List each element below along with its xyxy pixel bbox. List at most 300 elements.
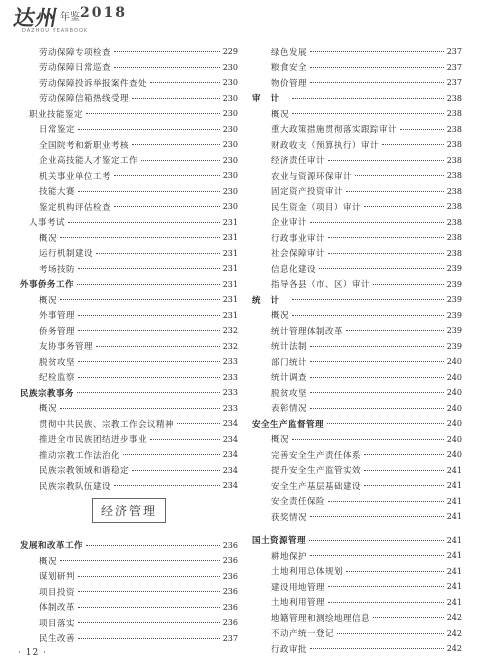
toc-group (20, 385, 238, 401)
dot-leader (310, 408, 444, 409)
toc-group (252, 106, 462, 292)
toc-entry-title: 建设用地管理 (271, 582, 326, 593)
toc-entry[interactable] (252, 277, 462, 293)
toc-entry-title: 部门统计 (271, 357, 308, 368)
toc-entry[interactable] (252, 230, 462, 246)
toc-entry-page: 230 (222, 140, 238, 150)
toc-group (252, 44, 462, 91)
toc-entry[interactable] (252, 533, 462, 549)
toc-entry[interactable] (252, 339, 462, 355)
toc-entry-page: 242 (446, 644, 462, 654)
dot-leader (114, 485, 220, 486)
toc-entry-page: 239 (446, 341, 462, 351)
toc-entry-page: 230 (222, 109, 238, 119)
dot-leader (77, 284, 220, 285)
toc-entry[interactable] (20, 277, 238, 293)
toc-entry-page: 234 (222, 450, 238, 460)
toc-entry[interactable] (252, 595, 462, 611)
dot-leader (86, 545, 220, 546)
toc-entry-title: 耕地保护 (271, 551, 308, 562)
toc-entry[interactable] (252, 137, 462, 153)
dot-leader (337, 633, 444, 634)
toc-entry[interactable] (252, 610, 462, 626)
toc-entry-title: 推进全市民族团结进步事业 (39, 435, 148, 446)
toc-entry-page: 232 (222, 341, 238, 351)
dot-leader (355, 175, 444, 176)
dot-leader (114, 175, 220, 176)
toc-entry-title: 友协事务管理 (39, 342, 94, 353)
toc-entry-title: 指导各县（市、区）审计 (271, 280, 371, 291)
toc-entry-page: 238 (446, 140, 462, 150)
toc-entry[interactable] (252, 215, 462, 231)
toc-entry-title: 鉴定机构评估检查 (39, 202, 112, 213)
toc-entry-page: 240 (446, 419, 462, 429)
toc-entry-page: 241 (446, 512, 462, 522)
toc-entry-title: 项目投资 (39, 587, 76, 598)
dot-leader (77, 392, 220, 393)
toc-entry[interactable] (20, 261, 238, 277)
toc-entry-title: 粮食安全 (271, 63, 308, 74)
yearbook-english-name: DAZHOU YEARBOOK (22, 28, 89, 34)
toc-entry-page: 234 (222, 419, 238, 429)
toc-entry[interactable] (252, 184, 462, 200)
dot-leader (310, 516, 444, 517)
toc-entry-page: 230 (222, 62, 238, 72)
toc-entry-page: 238 (446, 233, 462, 243)
page-number: · 12 · (18, 648, 47, 658)
toc-entry-title: 推动宗教工作法治化 (39, 450, 121, 461)
toc-entry-page: 241 (446, 597, 462, 607)
dot-leader (364, 206, 444, 207)
toc-entry-title: 概况 (39, 295, 58, 306)
toc-entry-page: 230 (222, 78, 238, 88)
toc-entry-title: 统计管理体制改革 (271, 326, 344, 337)
toc-entry-page: 238 (446, 93, 462, 103)
toc-entry-title: 技能大赛 (39, 187, 76, 198)
toc-entry[interactable] (20, 538, 238, 554)
dot-leader (292, 98, 444, 99)
toc-entry-title: 表彰情况 (271, 404, 308, 415)
dot-leader (96, 253, 220, 254)
toc-entry[interactable] (252, 75, 462, 91)
dot-leader (310, 361, 444, 362)
toc-entry[interactable] (20, 401, 238, 417)
toc-entry-title: 劳动保障投诉举报案件查处 (39, 78, 148, 89)
toc-group (20, 401, 238, 494)
toc-entry[interactable] (20, 339, 238, 355)
toc-entry-page: 241 (446, 481, 462, 491)
toc-entry[interactable] (252, 494, 462, 510)
toc-entry-title: 纪检监察 (39, 373, 76, 384)
toc-entry[interactable] (20, 354, 238, 370)
toc-entry-title: 民生改善 (39, 634, 76, 645)
toc-entry[interactable] (20, 106, 238, 122)
dot-leader (382, 144, 444, 145)
toc-entry-page: 236 (222, 587, 238, 597)
toc-entry[interactable] (20, 463, 238, 479)
toc-entry[interactable] (252, 416, 462, 432)
dot-leader (141, 160, 220, 161)
toc-entry-page: 234 (222, 465, 238, 475)
toc-entry[interactable] (252, 246, 462, 262)
toc-entry-page: 236 (222, 618, 238, 628)
toc-entry-page: 238 (446, 155, 462, 165)
toc-entry[interactable] (20, 615, 238, 631)
dot-leader (373, 617, 444, 618)
toc-entry-title: 民生资金（项目）审计 (271, 202, 362, 213)
toc-entry-page: 237 (446, 47, 462, 57)
dot-leader (310, 346, 444, 347)
dot-leader (310, 392, 444, 393)
toc-entry[interactable] (20, 323, 238, 339)
dot-leader (346, 191, 444, 192)
dot-leader (114, 206, 220, 207)
toc-entry-page: 238 (446, 109, 462, 119)
toc-entry[interactable] (252, 199, 462, 215)
dot-leader (78, 191, 220, 192)
toc-entry-title: 土地利用总体规划 (271, 567, 344, 578)
toc-entry-page: 241 (446, 535, 462, 545)
toc-entry-page: 238 (446, 171, 462, 181)
toc-entry-title: 地籍管理和测绘地理信息 (271, 613, 371, 624)
dot-leader (400, 129, 444, 130)
toc-entry-title: 行政事业审计 (271, 233, 326, 244)
dot-leader (132, 470, 220, 471)
dot-leader (292, 113, 444, 114)
toc-entry-title: 概况 (271, 109, 290, 120)
toc-entry-page: 240 (446, 434, 462, 444)
toc-entry-title: 民族宗教队伍建设 (39, 481, 112, 492)
toc-entry[interactable] (252, 292, 462, 308)
toc-entry-page: 231 (222, 248, 238, 258)
toc-entry[interactable] (252, 44, 462, 60)
toc-left-column (20, 44, 238, 646)
dot-leader (78, 315, 220, 316)
dot-leader (310, 222, 444, 223)
toc-group (252, 548, 462, 657)
dot-leader (78, 576, 220, 577)
toc-entry[interactable] (252, 401, 462, 417)
toc-entry-page: 240 (446, 357, 462, 367)
toc-entry-page: 230 (222, 93, 238, 103)
dot-leader (310, 555, 444, 556)
toc-entry[interactable] (20, 447, 238, 463)
toc-entry-page: 230 (222, 171, 238, 181)
toc-entry[interactable] (252, 106, 462, 122)
toc-entry-title: 信息化建设 (271, 264, 317, 275)
toc-entry-title: 劳动保障专项检查 (39, 47, 112, 58)
toc-entry-page: 237 (222, 633, 238, 643)
toc-group (20, 106, 238, 122)
toc-entry-title: 企业高技能人才鉴定工作 (39, 156, 139, 167)
toc-entry-title: 概况 (271, 311, 290, 322)
toc-entry[interactable] (252, 153, 462, 169)
toc-entry-page: 236 (222, 602, 238, 612)
dot-leader (123, 454, 220, 455)
toc-entry-title: 谋划研判 (39, 572, 76, 583)
toc-entry-page: 230 (222, 202, 238, 212)
yearbook-header (0, 0, 501, 40)
toc-entry[interactable] (252, 308, 462, 324)
toc-entry[interactable] (20, 569, 238, 585)
toc-entry-page: 233 (222, 357, 238, 367)
dot-leader (292, 315, 444, 316)
toc-entry-page: 231 (222, 264, 238, 274)
toc-entry[interactable] (20, 75, 238, 91)
toc-group (20, 230, 238, 277)
toc-entry-page: 230 (222, 124, 238, 134)
toc-entry-title: 贯彻中共民族、宗教工作会议精神 (39, 419, 175, 430)
dot-leader (346, 330, 444, 331)
toc-entry[interactable] (20, 91, 238, 107)
dot-leader (78, 361, 220, 362)
dot-leader (60, 237, 220, 238)
toc-entry-page: 241 (446, 465, 462, 475)
toc-entry-title: 统计调查 (271, 373, 308, 384)
toc-entry[interactable] (20, 60, 238, 76)
toc-entry-page: 241 (446, 566, 462, 576)
toc-entry-title: 体制改革 (39, 603, 76, 614)
toc-entry-title: 概况 (271, 435, 290, 446)
toc-entry-title: 土地利用管理 (271, 598, 326, 609)
toc-entry[interactable] (20, 600, 238, 616)
toc-entry[interactable] (252, 564, 462, 580)
dot-leader (292, 299, 444, 300)
toc-entry[interactable] (20, 246, 238, 262)
toc-group (252, 91, 462, 107)
toc-entry-page: 231 (222, 217, 238, 227)
toc-entry-page: 241 (446, 582, 462, 592)
toc-group (20, 538, 238, 554)
toc-entry[interactable] (20, 584, 238, 600)
toc-entry[interactable] (20, 553, 238, 569)
toc-entry-title: 安全责任保险 (271, 497, 326, 508)
dot-leader (60, 560, 220, 561)
toc-entry-page: 240 (446, 450, 462, 460)
toc-group (252, 432, 462, 525)
toc-entry[interactable] (20, 478, 238, 494)
toc-group (252, 533, 462, 549)
toc-group (252, 292, 462, 308)
dot-leader (310, 67, 444, 68)
dot-leader (319, 268, 444, 269)
toc-entry-title: 财政收支（预算执行）审计 (271, 140, 380, 151)
toc-entry-page: 234 (222, 434, 238, 444)
toc-entry[interactable] (252, 370, 462, 386)
toc-entry-page: 240 (446, 372, 462, 382)
toc-entry-title: 经济责任审计 (271, 156, 326, 167)
toc-entry-page: 239 (446, 264, 462, 274)
toc-entry[interactable] (20, 631, 238, 647)
toc-entry[interactable] (252, 447, 462, 463)
toc-entry-title: 人事考试 (29, 218, 66, 229)
toc-entry-page: 241 (446, 496, 462, 506)
toc-entry[interactable] (252, 261, 462, 277)
yearbook-year: 2018 (80, 5, 127, 21)
toc-entry[interactable] (20, 44, 238, 60)
toc-entry-title: 全国院考和新职业考核 (39, 140, 130, 151)
toc-entry-title: 安全生产监督管理 (252, 419, 325, 430)
toc-entry[interactable] (252, 354, 462, 370)
toc-entry[interactable] (20, 215, 238, 231)
toc-entry-page: 238 (446, 248, 462, 258)
dot-leader (68, 222, 220, 223)
toc-entry-title: 提升安全生产监管实效 (271, 466, 362, 477)
toc-entry[interactable] (20, 230, 238, 246)
dot-leader (96, 346, 220, 347)
toc-entry-page: 236 (222, 571, 238, 581)
dot-leader (328, 237, 444, 238)
toc-entry-title: 侨务管理 (39, 326, 76, 337)
dot-leader (132, 98, 220, 99)
toc-entry-title: 职业技能鉴定 (29, 109, 84, 120)
toc-entry-title: 考场技防 (39, 264, 76, 275)
toc-entry-page: 232 (222, 326, 238, 336)
dot-leader (346, 571, 444, 572)
toc-entry-title: 脱贫攻坚 (39, 357, 76, 368)
dot-leader (328, 602, 444, 603)
toc-entry[interactable] (252, 60, 462, 76)
toc-entry-page: 231 (222, 279, 238, 289)
dot-leader (132, 144, 220, 145)
toc-entry[interactable] (252, 626, 462, 642)
toc-entry-title: 审计 (252, 94, 290, 105)
toc-group (20, 277, 238, 293)
toc-entry-title: 发展和改革工作 (20, 541, 84, 552)
toc-entry[interactable] (20, 184, 238, 200)
dot-leader (114, 67, 220, 68)
toc-entry-page: 239 (446, 326, 462, 336)
toc-entry-title: 不动产统一登记 (271, 629, 335, 640)
toc-entry[interactable] (20, 416, 238, 432)
toc-entry-title: 统计法制 (271, 342, 308, 353)
toc-entry-page: 239 (446, 279, 462, 289)
toc-entry[interactable] (252, 385, 462, 401)
toc-entry-title: 国土资源管理 (252, 536, 307, 547)
toc-entry-title: 机关事业单位工考 (39, 171, 112, 182)
toc-entry-page: 229 (222, 47, 238, 57)
dot-leader (310, 82, 444, 83)
dot-leader (328, 501, 444, 502)
dot-leader (78, 268, 220, 269)
toc-entry-title: 获奖情况 (271, 512, 308, 523)
toc-entry-title: 劳动保障信箱热线受理 (39, 94, 130, 105)
dot-leader (328, 160, 444, 161)
dot-leader (78, 129, 220, 130)
dot-leader (78, 622, 220, 623)
dot-leader (364, 470, 444, 471)
toc-group (20, 292, 238, 385)
toc-entry-page: 240 (446, 403, 462, 413)
toc-entry-page: 238 (446, 202, 462, 212)
dot-leader (78, 607, 220, 608)
toc-entry-title: 外事管理 (39, 311, 76, 322)
chapter-title: 经济管理 (92, 498, 166, 523)
toc-entry[interactable] (252, 579, 462, 595)
toc-entry-page: 234 (222, 481, 238, 491)
toc-entry[interactable] (252, 323, 462, 339)
toc-entry[interactable] (20, 432, 238, 448)
toc-entry[interactable] (252, 548, 462, 564)
toc-entry[interactable] (20, 137, 238, 153)
toc-entry[interactable] (20, 292, 238, 308)
toc-entry-title: 脱贫攻坚 (271, 388, 308, 399)
toc-entry-page: 241 (446, 551, 462, 561)
dot-leader (78, 377, 220, 378)
chapter-heading (20, 494, 238, 528)
toc-entry[interactable] (252, 168, 462, 184)
toc-entry-page: 238 (446, 186, 462, 196)
toc-entry[interactable] (20, 168, 238, 184)
toc-entry-page: 239 (446, 295, 462, 305)
toc-entry[interactable] (252, 641, 462, 657)
dot-leader (78, 591, 220, 592)
toc-entry-title: 外事侨务工作 (20, 280, 75, 291)
toc-entry[interactable] (252, 463, 462, 479)
dot-leader (150, 82, 220, 83)
toc-entry[interactable] (20, 199, 238, 215)
toc-entry-page: 236 (222, 540, 238, 550)
toc-entry-title: 民族宗教领域和谐稳定 (39, 466, 130, 477)
dot-leader (364, 485, 444, 486)
toc-entry-page: 230 (222, 155, 238, 165)
toc-entry-page: 237 (446, 62, 462, 72)
toc-entry-page: 239 (446, 310, 462, 320)
dot-leader (373, 284, 444, 285)
toc-entry-title: 行政审批 (271, 644, 308, 655)
toc-entry-page: 233 (222, 403, 238, 413)
toc-right-column (252, 44, 462, 657)
toc-entry-page: 238 (446, 124, 462, 134)
toc-entry[interactable] (252, 478, 462, 494)
dot-leader (310, 377, 444, 378)
toc-entry[interactable] (20, 308, 238, 324)
toc-group (20, 44, 238, 106)
toc-entry-title: 企业审计 (271, 218, 308, 229)
toc-entry-title: 固定资产投资审计 (271, 187, 344, 198)
toc-entry[interactable] (252, 91, 462, 107)
toc-group (20, 553, 238, 646)
toc-group (252, 308, 462, 417)
toc-entry-page: 231 (222, 310, 238, 320)
dot-leader (114, 51, 220, 52)
dot-leader (78, 330, 220, 331)
toc-entry-page: 242 (446, 628, 462, 638)
dot-leader (310, 51, 444, 52)
toc-entry[interactable] (252, 122, 462, 138)
toc-entry[interactable] (20, 370, 238, 386)
toc-entry-title: 概况 (39, 233, 58, 244)
toc-entry-page: 233 (222, 388, 238, 398)
toc-entry[interactable] (20, 385, 238, 401)
toc-entry-page: 231 (222, 233, 238, 243)
toc-entry-page: 242 (446, 613, 462, 623)
dot-leader (309, 540, 444, 541)
toc-entry[interactable] (20, 122, 238, 138)
toc-entry-title: 完善安全生产责任体系 (271, 450, 362, 461)
toc-entry[interactable] (252, 432, 462, 448)
dot-leader (328, 586, 444, 587)
toc-entry-title: 运行机制建设 (39, 249, 94, 260)
toc-group (20, 215, 238, 231)
dot-leader (292, 439, 444, 440)
toc-entry-title: 项目落实 (39, 618, 76, 629)
toc-entry[interactable] (252, 509, 462, 525)
dot-leader (177, 423, 220, 424)
toc-entry-title: 绿色发展 (271, 47, 308, 58)
dot-leader (328, 253, 444, 254)
toc-entry[interactable] (20, 153, 238, 169)
